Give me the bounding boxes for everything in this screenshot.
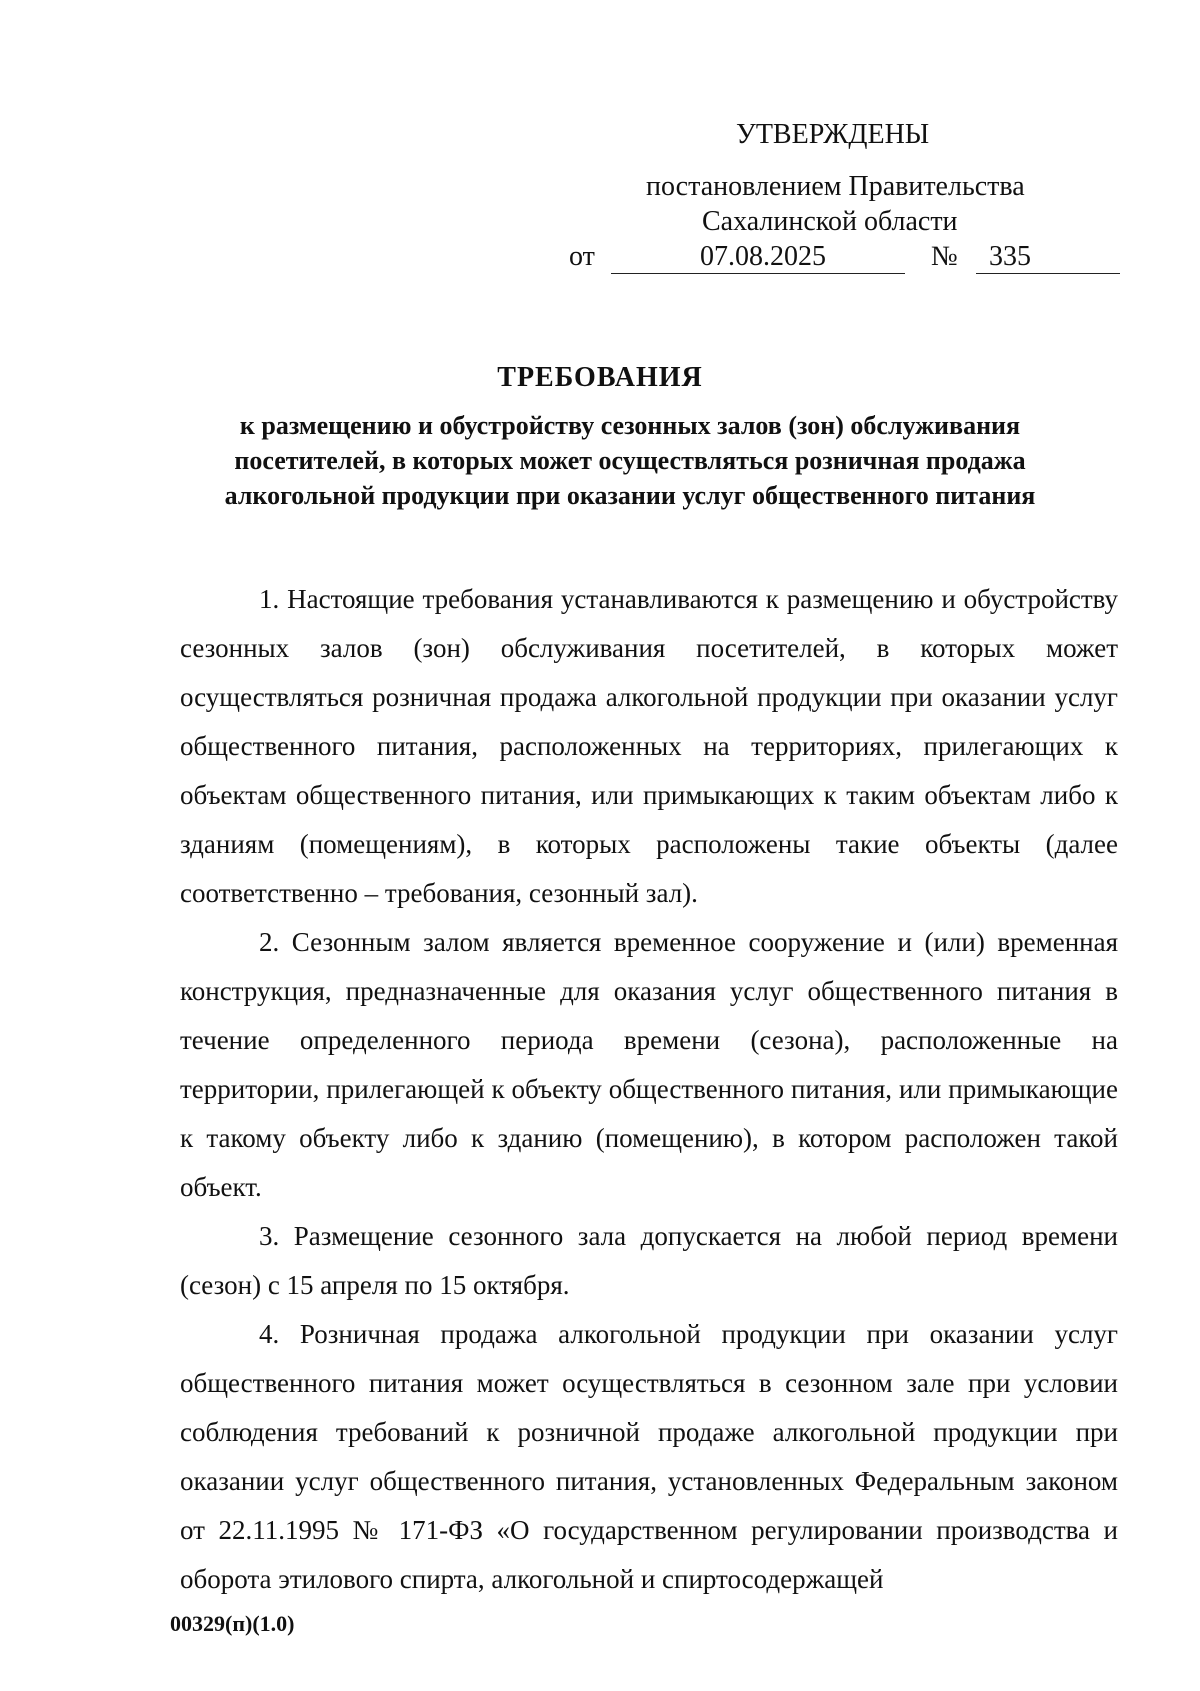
approval-line-resolution: постановлением Правительства	[646, 171, 1025, 202]
approved-heading: УТВЕРЖДЕНЫ	[736, 119, 930, 150]
subtitle-line: посетителей, в которых может осуществляться розничная продажа	[234, 446, 1026, 475]
document-body	[180, 575, 1118, 1604]
approval-date: 07.08.2025	[700, 241, 826, 272]
paragraph-3: 3. Размещение сезонного зала допускается на любой период времени (сезон) с 15 апреля по 15 октября.	[180, 1221, 1118, 1300]
approval-line-region: Сахалинской области	[702, 206, 958, 237]
paragraph-2: 2. Сезонным залом является временное сооружение и (или) временная конструкция, предназначенные для оказания услуг общественного питания в течение определенного периода времени (сезона), расположенные на территории, прилегающей к объекту общественного питания, или примыкающие к такому объекту либо к зданию (помещению), в котором расположен такой объект.	[180, 927, 1118, 1202]
approval-number: 335	[989, 241, 1031, 272]
number-label: №	[931, 241, 958, 272]
paragraph-4: 4. Розничная продажа алкогольной продукции при оказании услуг общественного питания может осуществляться в сезонном зале при условии соблюдения требований к розничной продаже алкогольной продукции при оказании услуг общественного питания, установленных Федеральным законом от 22.11.1995 № 171-ФЗ «О государственном регулировании производства и оборота этилового спирта, алкогольной и спиртосодержащей	[180, 1319, 1118, 1594]
paragraph-1: 1. Настоящие требования устанавливаются к размещению и обустройству сезонных залов (зон) обслуживания посетителей, в которых может осуществляться розничная продажа алкогольной продукции при оказании услуг общественного питания, расположенных на территориях, прилегающих к объектам общественного питания, или примыкающих к таким объектам либо к зданиям (помещениям), в которых расположены такие объекты (далее соответственно – требования, сезонный зал).	[180, 584, 1118, 908]
document-code: 00329(п)(1.0)	[170, 1611, 295, 1636]
subtitle-line: алкогольной продукции при оказании услуг общественного питания	[224, 481, 1036, 510]
date-prefix-label: от	[569, 241, 595, 272]
document-title: ТРЕБОВАНИЯ	[497, 362, 703, 393]
document-subtitle	[190, 408, 1070, 513]
subtitle-line: к размещению и обустройству сезонных залов (зон) обслуживания	[239, 411, 1021, 440]
